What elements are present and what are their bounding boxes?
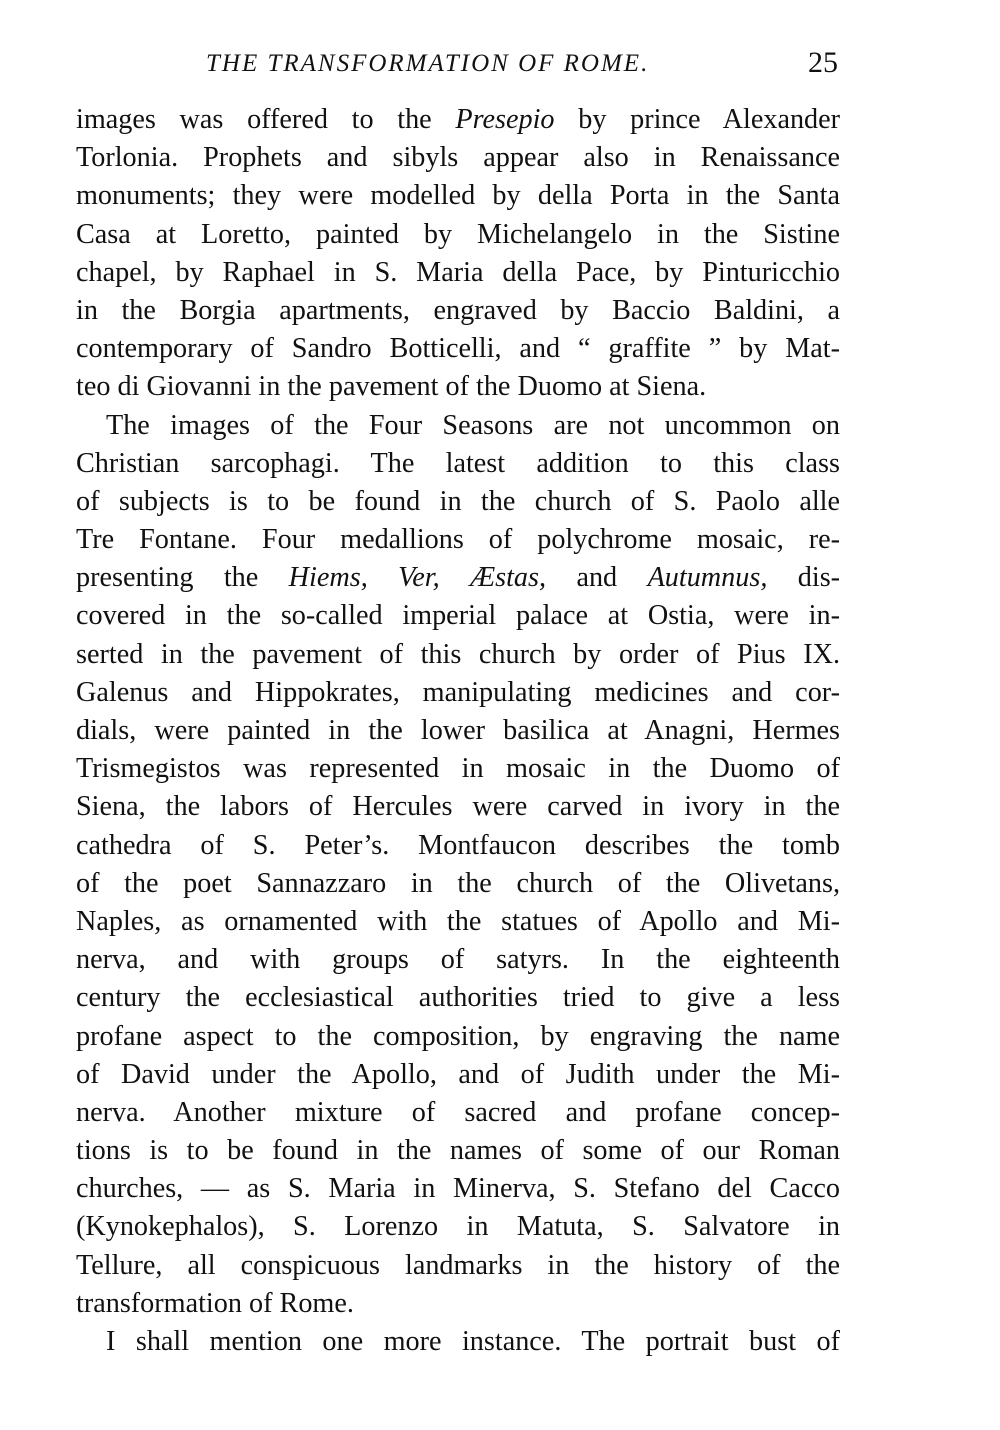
text-line: Casa at Loretto, painted by Michelangelo in the Sistine [76, 218, 840, 250]
book-page [76, 0, 840, 1430]
text-line: Torlonia. Prophets and sibyls appear also in Renaissance [76, 142, 840, 174]
text-line: of subjects is to be found in the church of S. Paolo alle [76, 485, 840, 517]
text-line: Naples, as ornamented with the statues of Apollo and Mi- [76, 905, 840, 937]
text-line: nerva. Another mixture of sacred and profane concep- [76, 1096, 840, 1128]
running-title: THE TRANSFORMATION OF ROME. [206, 50, 650, 77]
text-line: in the Borgia apartments, engraved by Baccio Baldini, a [76, 294, 840, 326]
text-line: transformation of Rome. [76, 1287, 354, 1319]
text-line: presenting the Hiems, Ver, Æstas, and Autumnus, dis- [76, 562, 841, 594]
text-line: contemporary of Sandro Botticelli, and “ graffite ” by Mat- [76, 333, 840, 365]
text-line: I shall mention one more instance. The portrait bust of [106, 1326, 840, 1357]
text-line: churches, — as S. Maria in Minerva, S. Stefano del Cacco [76, 1173, 840, 1205]
body-text [76, 101, 840, 1361]
text-line: of the poet Sannazzaro in the church of the Olivetans, [76, 867, 840, 899]
text-line: (Kynokephalos), S. Lorenzo in Matuta, S. Salvatore in [76, 1211, 840, 1243]
text-line: tions is to be found in the names of some of our Roman [76, 1135, 840, 1167]
text-line: The images of the Four Seasons are not uncommon on [106, 409, 840, 441]
text-line: chapel, by Raphael in S. Maria della Pace, by Pinturicchio [76, 256, 840, 288]
text-line: nerva, and with groups of satyrs. In the eighteenth [76, 944, 840, 976]
text-line: Christian sarcophagi. The latest addition to this class [76, 447, 840, 479]
text-line: cathedra of S. Peter’s. Montfaucon describes the tomb [76, 829, 840, 861]
text-line: profane aspect to the composition, by engraving the name [76, 1020, 840, 1052]
text-line: Galenus and Hippokrates, manipulating medicines and cor- [76, 676, 840, 708]
text-line: covered in the so-called imperial palace at Ostia, were in- [76, 600, 840, 632]
running-head [76, 46, 840, 84]
text-line: teo di Giovanni in the pavement of the Duomo at Siena. [76, 371, 707, 403]
text-line: images was offered to the Presepio by prince Alexander [76, 104, 841, 135]
text-line: Tre Fontane. Four medallions of polychrome mosaic, re- [76, 524, 840, 556]
text-line: of David under the Apollo, and of Judith under the Mi- [76, 1058, 840, 1090]
text-line: Trismegistos was represented in mosaic in the Duomo of [76, 753, 840, 785]
text-line: Siena, the labors of Hercules were carved in ivory in the [76, 791, 840, 823]
text-line: Tellure, all conspicuous landmarks in the history of the [76, 1249, 840, 1281]
text-line: century the ecclesiastical authorities tried to give a less [76, 982, 840, 1014]
text-line: dials, were painted in the lower basilica at Anagni, Hermes [76, 715, 840, 746]
page-number: 25 [808, 46, 838, 79]
text-line: monuments; they were modelled by della Porta in the Santa [76, 180, 840, 212]
text-line: serted in the pavement of this church by order of Pius IX. [76, 638, 840, 670]
